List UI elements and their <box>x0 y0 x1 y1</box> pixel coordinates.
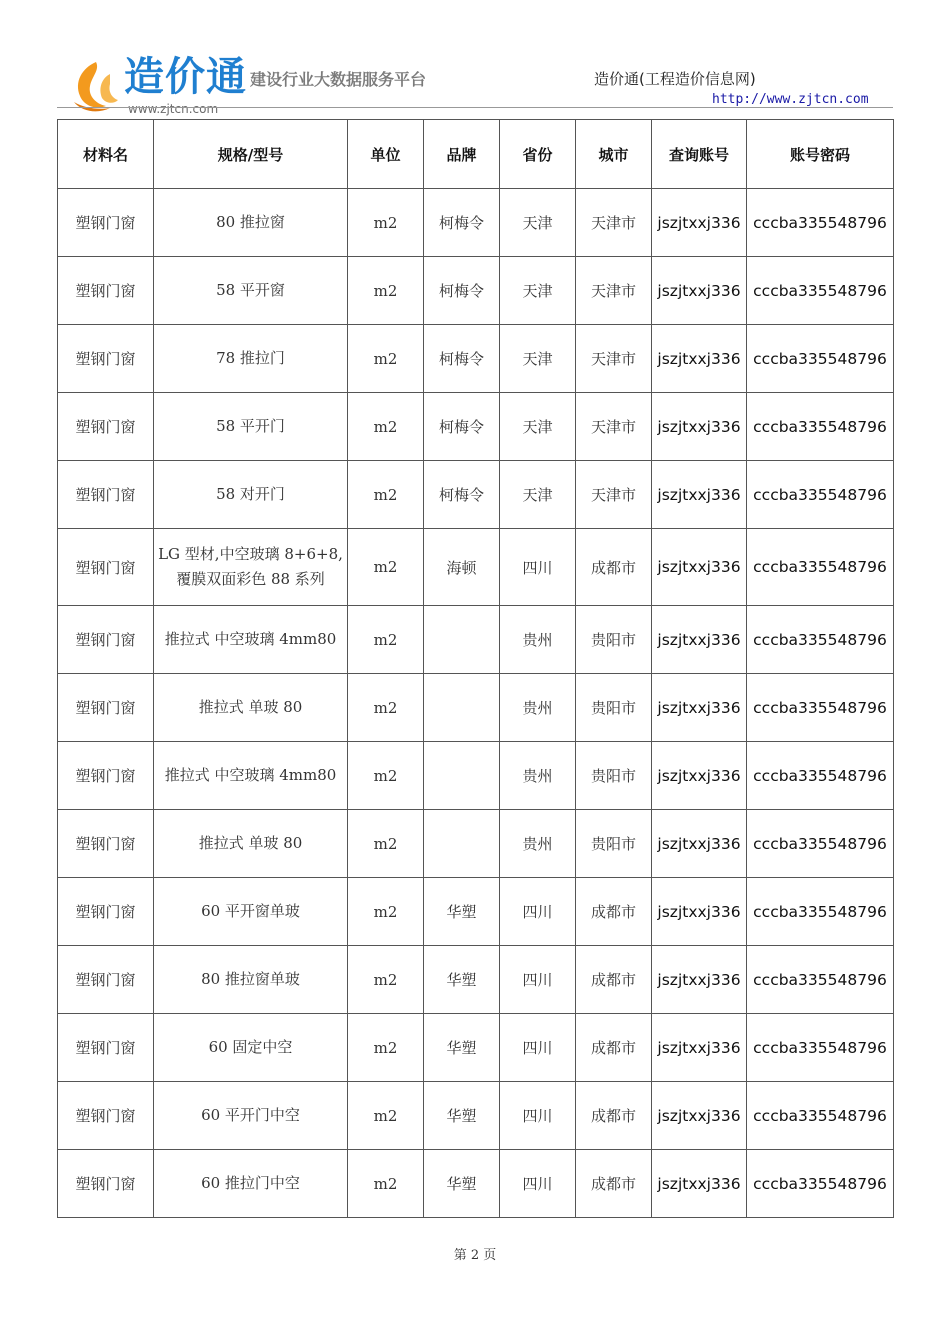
cell-password: cccba335548796 <box>747 1082 894 1150</box>
cell-spec: 60 平开门中空 <box>154 1082 348 1150</box>
column-header-city: 城市 <box>576 120 652 189</box>
cell-account: jszjtxxj336 <box>652 529 747 606</box>
page-header <box>0 0 950 118</box>
column-header-unit: 单位 <box>348 120 424 189</box>
cell-material: 塑钢门窗 <box>58 946 154 1014</box>
cell-spec: LG 型材,中空玻璃 8+6+8,覆膜双面彩色 88 系列 <box>154 529 348 606</box>
cell-password: cccba335548796 <box>747 810 894 878</box>
cell-password: cccba335548796 <box>747 325 894 393</box>
cell-brand: 柯梅令 <box>424 325 500 393</box>
column-header-spec: 规格/型号 <box>154 120 348 189</box>
table-row <box>58 606 894 674</box>
cell-brand: 华塑 <box>424 1082 500 1150</box>
cell-password: cccba335548796 <box>747 1150 894 1218</box>
cell-unit: m2 <box>348 878 424 946</box>
column-header-material: 材料名 <box>58 120 154 189</box>
cell-material: 塑钢门窗 <box>58 257 154 325</box>
table-row <box>58 674 894 742</box>
cell-account: jszjtxxj336 <box>652 606 747 674</box>
column-header-account: 查询账号 <box>652 120 747 189</box>
cell-brand: 柯梅令 <box>424 189 500 257</box>
cell-brand <box>424 606 500 674</box>
cell-unit: m2 <box>348 1014 424 1082</box>
table-row <box>58 325 894 393</box>
cell-unit: m2 <box>348 810 424 878</box>
cell-password: cccba335548796 <box>747 946 894 1014</box>
cell-unit: m2 <box>348 946 424 1014</box>
cell-unit: m2 <box>348 742 424 810</box>
column-header-province: 省份 <box>500 120 576 189</box>
cell-password: cccba335548796 <box>747 674 894 742</box>
cell-brand <box>424 810 500 878</box>
cell-brand: 海顿 <box>424 529 500 606</box>
price-table <box>57 119 894 1218</box>
table-row <box>58 1082 894 1150</box>
cell-brand: 柯梅令 <box>424 257 500 325</box>
cell-material: 塑钢门窗 <box>58 461 154 529</box>
cell-city: 成都市 <box>576 1082 652 1150</box>
logo-text: 造价通 <box>124 54 247 100</box>
cell-spec: 60 固定中空 <box>154 1014 348 1082</box>
cell-city: 天津市 <box>576 461 652 529</box>
cell-material: 塑钢门窗 <box>58 1014 154 1082</box>
column-header-password: 账号密码 <box>747 120 894 189</box>
table-row <box>58 461 894 529</box>
cell-city: 天津市 <box>576 393 652 461</box>
cell-brand: 华塑 <box>424 878 500 946</box>
cell-material: 塑钢门窗 <box>58 606 154 674</box>
cell-spec: 78 推拉门 <box>154 325 348 393</box>
header-slogan: 建设行业大数据服务平台 <box>250 70 427 89</box>
table-row <box>58 529 894 606</box>
cell-password: cccba335548796 <box>747 1014 894 1082</box>
cell-province: 天津 <box>500 461 576 529</box>
table-row <box>58 878 894 946</box>
cell-material: 塑钢门窗 <box>58 878 154 946</box>
cell-unit: m2 <box>348 529 424 606</box>
cell-spec: 80 推拉窗单玻 <box>154 946 348 1014</box>
cell-account: jszjtxxj336 <box>652 878 747 946</box>
cell-city: 贵阳市 <box>576 674 652 742</box>
cell-spec: 推拉式 单玻 80 <box>154 674 348 742</box>
cell-account: jszjtxxj336 <box>652 325 747 393</box>
cell-account: jszjtxxj336 <box>652 257 747 325</box>
cell-account: jszjtxxj336 <box>652 946 747 1014</box>
cell-material: 塑钢门窗 <box>58 810 154 878</box>
cell-brand: 华塑 <box>424 946 500 1014</box>
table-row <box>58 393 894 461</box>
cell-province: 四川 <box>500 1014 576 1082</box>
cell-province: 四川 <box>500 1082 576 1150</box>
cell-spec: 推拉式 单玻 80 <box>154 810 348 878</box>
cell-password: cccba335548796 <box>747 742 894 810</box>
cell-city: 成都市 <box>576 946 652 1014</box>
logo-flame-icon <box>66 58 122 114</box>
cell-password: cccba335548796 <box>747 461 894 529</box>
cell-province: 四川 <box>500 1150 576 1218</box>
cell-city: 贵阳市 <box>576 810 652 878</box>
cell-account: jszjtxxj336 <box>652 1014 747 1082</box>
cell-unit: m2 <box>348 393 424 461</box>
cell-spec: 58 对开门 <box>154 461 348 529</box>
cell-password: cccba335548796 <box>747 606 894 674</box>
cell-province: 天津 <box>500 257 576 325</box>
cell-brand <box>424 674 500 742</box>
cell-account: jszjtxxj336 <box>652 461 747 529</box>
cell-unit: m2 <box>348 1082 424 1150</box>
cell-province: 贵州 <box>500 606 576 674</box>
cell-province: 天津 <box>500 325 576 393</box>
table-header-row <box>58 120 894 189</box>
cell-province: 天津 <box>500 189 576 257</box>
cell-password: cccba335548796 <box>747 393 894 461</box>
cell-city: 成都市 <box>576 1014 652 1082</box>
cell-spec: 推拉式 中空玻璃 4mm80 <box>154 606 348 674</box>
cell-city: 成都市 <box>576 878 652 946</box>
cell-spec: 80 推拉窗 <box>154 189 348 257</box>
cell-unit: m2 <box>348 189 424 257</box>
cell-brand: 华塑 <box>424 1150 500 1218</box>
cell-password: cccba335548796 <box>747 189 894 257</box>
cell-city: 成都市 <box>576 1150 652 1218</box>
table-row <box>58 810 894 878</box>
cell-unit: m2 <box>348 1150 424 1218</box>
cell-material: 塑钢门窗 <box>58 393 154 461</box>
cell-unit: m2 <box>348 257 424 325</box>
cell-spec: 58 平开门 <box>154 393 348 461</box>
cell-password: cccba335548796 <box>747 257 894 325</box>
table-row <box>58 1014 894 1082</box>
site-url-link[interactable]: http://www.zjtcn.com <box>712 92 869 107</box>
cell-brand: 华塑 <box>424 1014 500 1082</box>
cell-material: 塑钢门窗 <box>58 189 154 257</box>
cell-spec: 推拉式 中空玻璃 4mm80 <box>154 742 348 810</box>
cell-province: 贵州 <box>500 674 576 742</box>
cell-material: 塑钢门窗 <box>58 325 154 393</box>
cell-province: 四川 <box>500 529 576 606</box>
cell-material: 塑钢门窗 <box>58 674 154 742</box>
cell-spec: 60 推拉门中空 <box>154 1150 348 1218</box>
cell-material: 塑钢门窗 <box>58 1150 154 1218</box>
table-row <box>58 1150 894 1218</box>
cell-brand: 柯梅令 <box>424 461 500 529</box>
cell-account: jszjtxxj336 <box>652 189 747 257</box>
cell-city: 贵阳市 <box>576 606 652 674</box>
cell-account: jszjtxxj336 <box>652 742 747 810</box>
cell-spec: 60 平开窗单玻 <box>154 878 348 946</box>
cell-brand: 柯梅令 <box>424 393 500 461</box>
cell-password: cccba335548796 <box>747 878 894 946</box>
cell-account: jszjtxxj336 <box>652 674 747 742</box>
cell-city: 贵阳市 <box>576 742 652 810</box>
table-row <box>58 257 894 325</box>
cell-province: 天津 <box>500 393 576 461</box>
table-row <box>58 742 894 810</box>
logo-url: www.zjtcn.com <box>128 102 219 116</box>
cell-city: 天津市 <box>576 325 652 393</box>
cell-unit: m2 <box>348 325 424 393</box>
cell-material: 塑钢门窗 <box>58 1082 154 1150</box>
cell-password: cccba335548796 <box>747 529 894 606</box>
cell-province: 贵州 <box>500 742 576 810</box>
cell-material: 塑钢门窗 <box>58 742 154 810</box>
cell-account: jszjtxxj336 <box>652 1150 747 1218</box>
cell-account: jszjtxxj336 <box>652 1082 747 1150</box>
cell-material: 塑钢门窗 <box>58 529 154 606</box>
cell-city: 天津市 <box>576 257 652 325</box>
cell-spec: 58 平开窗 <box>154 257 348 325</box>
cell-province: 四川 <box>500 878 576 946</box>
cell-province: 贵州 <box>500 810 576 878</box>
cell-account: jszjtxxj336 <box>652 810 747 878</box>
header-rule <box>57 107 893 108</box>
site-title: 造价通(工程造价信息网) <box>594 70 756 88</box>
page-number: 第 2 页 <box>453 1248 497 1263</box>
column-header-brand: 品牌 <box>424 120 500 189</box>
table-row <box>58 946 894 1014</box>
cell-city: 成都市 <box>576 529 652 606</box>
cell-account: jszjtxxj336 <box>652 393 747 461</box>
cell-unit: m2 <box>348 674 424 742</box>
cell-unit: m2 <box>348 461 424 529</box>
cell-province: 四川 <box>500 946 576 1014</box>
cell-city: 天津市 <box>576 189 652 257</box>
table-row <box>58 189 894 257</box>
cell-unit: m2 <box>348 606 424 674</box>
cell-brand <box>424 742 500 810</box>
